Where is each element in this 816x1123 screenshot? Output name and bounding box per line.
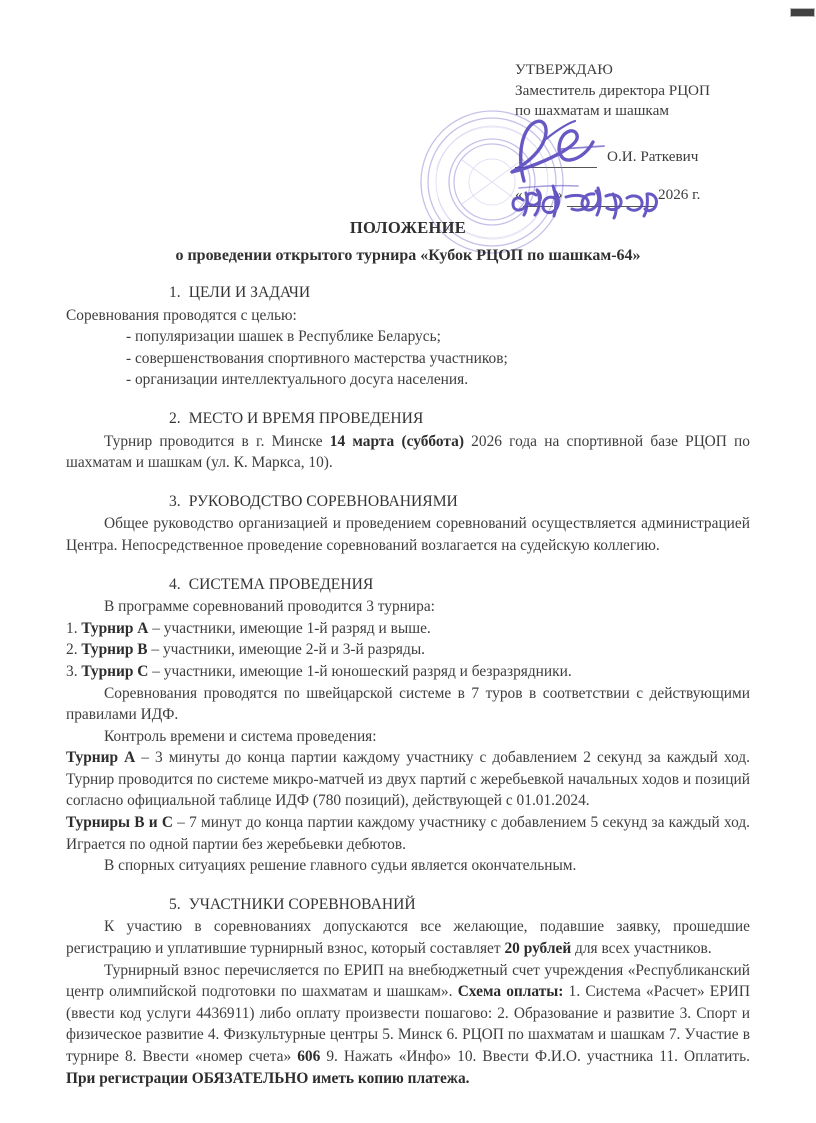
signature-rule	[515, 167, 597, 168]
event-date: 14 марта (суббота)	[329, 432, 464, 450]
page-subtitle: о проведении открытого турнира «Кубок РЦОП по шашкам-64»	[175, 247, 641, 264]
approval-position-line-2: по шахматам и шашкам	[515, 102, 669, 119]
payment-account-number: 606	[297, 1048, 321, 1065]
signature-row	[515, 147, 805, 171]
signatory-name: О.И. Раткевич	[607, 147, 699, 165]
section-2-text-b: 2026 года на спортивной базе РЦОП по шахматам и шашкам (ул. К. Маркса, 10).	[66, 432, 750, 472]
payment-text-b: 1. Система «Расчет» ЕРИП (ввести код услуги 4436911) либо оплату произвести пошагово: 2. Образование и развитие 3. Спорт и физическое развитие 4. Физкультурные центры 5. Минск 6. РЦОП по шахматам и шашкам 7. Участие в турнире 8. Ввести «номер счета»	[66, 983, 750, 1065]
tournament-a-time-text: – 3 минуты до конца партии каждому участнику с добавлением 2 секунд за каждый ход. Турнир проводится по системе микро-матчей из двух партий с жеребьевкой начальных ходов и позиций согласно официальной таблице ИДФ (780 позиций), действующей с 01.01.2024.	[66, 749, 750, 810]
tournament-item-c-name: Турнир С	[81, 662, 149, 680]
tournament-item-c-desc: – участники, имеющие 1-й юношеский разряд и безразрядники.	[148, 662, 572, 680]
tournament-bc-label: Турниры В и С	[66, 814, 173, 832]
tournament-item-a	[66, 618, 750, 640]
tournament-bc-time-control	[66, 812, 750, 855]
tournament-bc-time-text: – 7 минут до конца партии каждому участнику с добавлением 5 секунд за каждый ход. Играется по одной партии без жеребьевки дебютов.	[66, 814, 750, 853]
tournament-item-b	[66, 639, 750, 661]
approval-position-line-1: Заместитель директора РЦОП	[515, 81, 710, 99]
section-title-5: УЧАСТНИКИ СОРЕВНОВАНИЙ	[188, 895, 416, 913]
registration-warning: При регистрации ОБЯЗАТЕЛЬНО иметь копию платежа.	[66, 1069, 470, 1087]
tournament-item-a-desc: – участники, имеющие 1-й разряд и выше.	[148, 619, 431, 637]
section-5-entry-text-a: К участию в соревнованиях допускаются все желающие, подавшие заявку, прошедшие регистрацию и уплатившие турнирный взнос, который составляет	[66, 918, 750, 958]
date-year: 2026 г.	[658, 185, 701, 203]
section-4-swiss-system: Соревнования проводятся по швейцарской системе в 7 туров в соответствии с действующими правилами ИДФ.	[66, 684, 750, 724]
date-quote-open: «	[515, 185, 523, 203]
section-4-disputes: В спорных ситуациях решение главного судьи является окончательным.	[104, 857, 577, 875]
section-number-4: 4.	[169, 575, 181, 593]
page-title: ПОЛОЖЕНИЕ	[349, 218, 467, 237]
section-title-1: ЦЕЛИ И ЗАДАЧИ	[188, 284, 311, 301]
payment-text-c: 9. Нажать «Инфо» 10. Ввести Ф.И.О. участника 11. Оплатить.	[320, 1048, 751, 1065]
section-2-text-a: Турнир проводится в г. Минске	[104, 432, 330, 450]
section-1-bullet-3: - организации интеллектуального досуга населения.	[126, 371, 469, 389]
section-5-entry-text-b: для всех участников.	[571, 940, 712, 958]
section-title-4: СИСТЕМА ПРОВЕДЕНИЯ	[188, 575, 374, 593]
section-5-entry-paragraph	[66, 916, 750, 959]
section-2-paragraph	[66, 431, 750, 474]
section-3-paragraph: Общее руководство организацией и проведением соревнований осуществляется администрацией Центра. Непосредственное проведение соревнований возлагается на судейскую коллегию.	[66, 515, 750, 554]
date-row	[515, 183, 805, 209]
section-heading-1	[66, 282, 750, 304]
payment-text-a: Турнирный взнос перечисляется по ЕРИП на внебюджетный счет учреждения «Республиканский центр олимпийской подготовки по шахматам и шашкам».	[66, 961, 750, 1001]
section-heading-2	[66, 408, 750, 430]
approval-block	[515, 60, 805, 209]
section-heading-3	[66, 491, 750, 513]
tournament-item-a-name: Турнир А	[81, 619, 149, 637]
section-1-bullet-2: - совершенствования спортивного мастерства участников;	[126, 349, 508, 367]
section-heading-5	[66, 894, 750, 916]
section-number-3: 3.	[169, 492, 181, 510]
section-number-1: 1.	[169, 284, 181, 301]
approval-heading: УТВЕРЖДАЮ	[515, 61, 613, 78]
tournament-a-time-control	[66, 747, 750, 812]
tournament-a-label: Турнир А	[66, 749, 136, 767]
scan-artifact-bar	[790, 8, 815, 17]
section-1-bullet-1: - популяризации шашек в Республике Беларусь;	[126, 328, 441, 346]
section-number-2: 2.	[169, 409, 181, 427]
section-4-time-control-label: Контроль времени и система проведения:	[104, 727, 377, 745]
tournament-item-b-name: Турнир В	[81, 641, 148, 659]
section-title-2: МЕСТО И ВРЕМЯ ПРОВЕДЕНИЯ	[188, 409, 424, 427]
tournament-item-b-desc: – участники, имеющие 2-й и 3-й разряды.	[147, 641, 426, 659]
date-month-rule	[567, 206, 655, 207]
tournament-item-a-num: 1.	[66, 619, 82, 637]
section-5-payment-paragraph	[66, 960, 750, 1090]
tournament-item-c	[66, 661, 750, 683]
document-body	[66, 282, 750, 1089]
section-heading-4	[66, 574, 750, 596]
payment-scheme-label: Схема оплаты:	[457, 983, 564, 1001]
tournament-item-b-num: 2.	[66, 641, 82, 659]
entry-fee-amount: 20 рублей	[504, 940, 572, 958]
section-number-5: 5.	[169, 895, 181, 913]
section-1-intro: Соревнования проводятся с целью:	[66, 306, 297, 324]
section-4-intro: В программе соревнований проводится 3 турнира:	[104, 598, 435, 616]
date-day-rule	[523, 206, 553, 207]
tournament-item-c-num: 3.	[66, 662, 82, 680]
section-title-3: РУКОВОДСТВО СОРЕВНОВАНИЯМИ	[188, 492, 458, 510]
date-quote-close: »	[555, 185, 563, 203]
